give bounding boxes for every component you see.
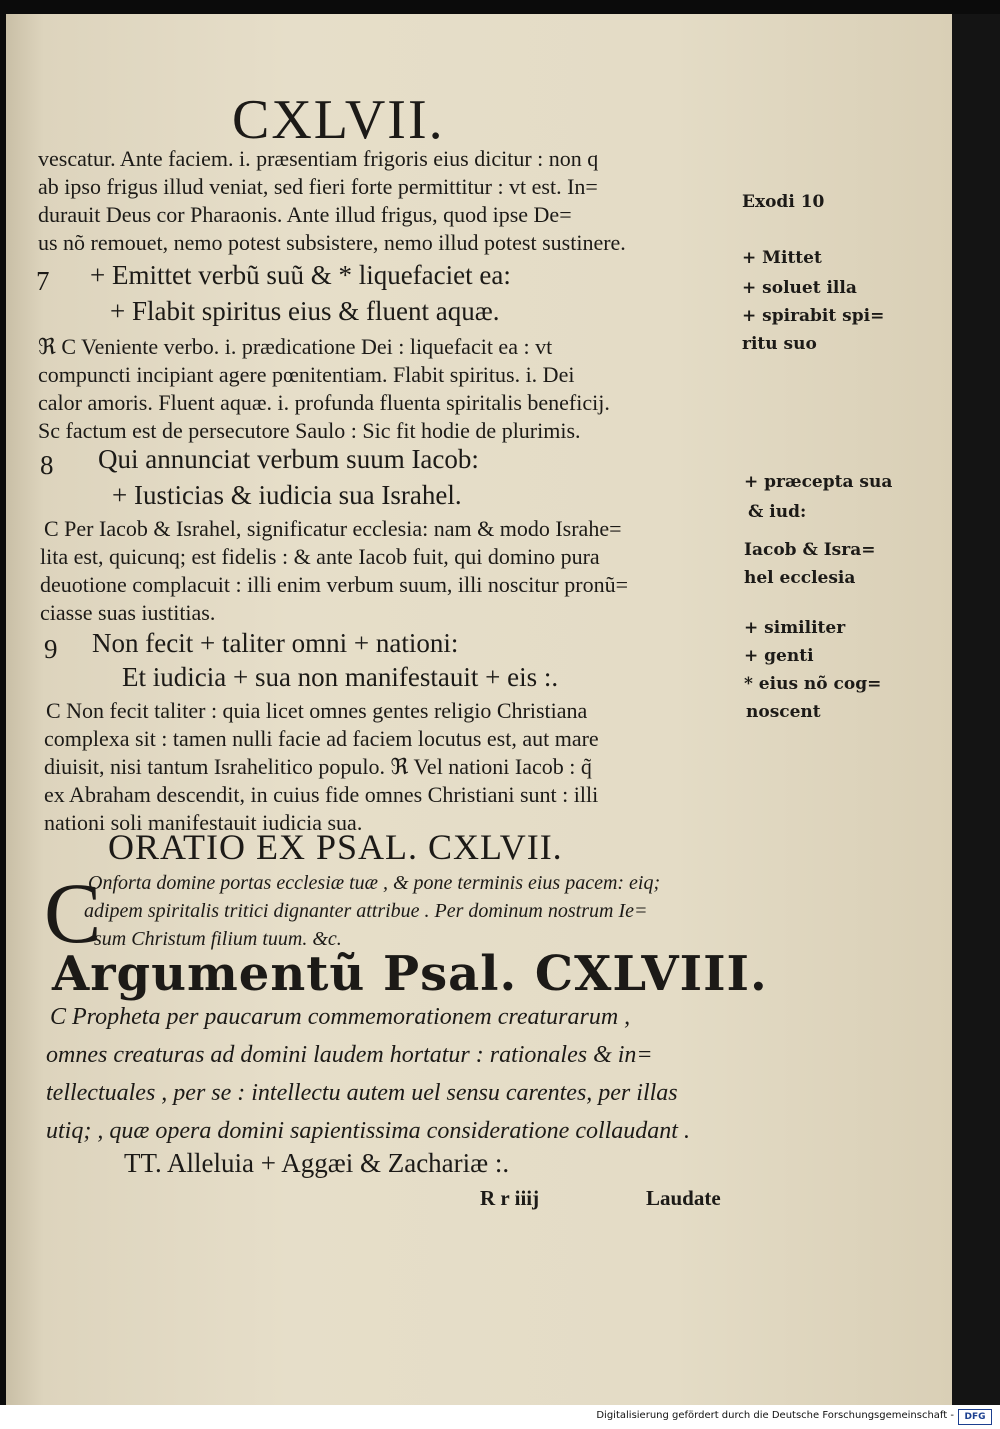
verse-number: 7 — [36, 266, 50, 296]
catchword: Laudate — [646, 1186, 721, 1210]
argument-line: utiq; , quæ opera domini sapientissima consideratione collaudant . — [46, 1118, 690, 1144]
verse-line: Qui annunciat verbum suum Iacob: — [98, 444, 479, 474]
text-line: vescatur. Ante faciem. i. præsentiam frigoris eius dicitur : non q — [38, 146, 599, 171]
margin-note: + Mittet — [742, 248, 822, 268]
commentary-line: lita est, quicunq; est fidelis : & ante Iacob fuit, qui domino pura — [40, 544, 600, 569]
margin-note: + similiter — [744, 618, 846, 638]
margin-note: + præcepta sua — [744, 472, 893, 492]
footer-bar — [0, 1405, 1000, 1429]
verse-line: Non fecit + taliter omni + nationi: — [92, 628, 459, 658]
text-line: durauit Deus cor Pharaonis. Ante illud frigus, quod ipse De= — [38, 202, 572, 227]
oration-line: adipem spiritalis tritici dignanter attribue . Per dominum nostrum Ie= — [84, 900, 648, 922]
commentary-line: calor amoris. Fluent aquæ. i. profunda fluenta spiritalis beneficij. — [38, 390, 610, 415]
margin-note: Iacob & Isra= — [744, 540, 876, 560]
argument-line: tellectuales , per se : intellectu autem uel sensu carentes, per illas — [46, 1080, 678, 1106]
argument-line: omnes creaturas ad domini laudem hortatur : rationales & in= — [46, 1042, 653, 1068]
dfg-logo: DFG — [958, 1409, 992, 1425]
commentary-line: diuisit, nisi tantum Israhelitico populo. ℜ Vel nationi Iacob : q̃ — [44, 754, 592, 779]
margin-note: + soluet illa — [742, 278, 857, 298]
oration-line: sum Christum filium tuum. &c. — [94, 928, 342, 950]
commentary-line: ex Abraham descendit, in cuius fide omnes Christiani sunt : illi — [44, 782, 599, 807]
commentary-line: nationi soli manifestauit iudicia sua. — [44, 810, 363, 835]
verse-line: Et iudicia + sua non manifestauit + eis :. — [122, 662, 559, 692]
text-line: us nõ remouet, nemo potest subsistere, nemo illud potest sustinere. — [38, 230, 626, 255]
commentary-line: C Per Iacob & Israhel, significatur ecclesia: nam & modo Israhe= — [44, 516, 622, 541]
margin-note: + genti — [744, 646, 814, 666]
commentary-line: C Non fecit taliter : quia licet omnes gentes religio Christiana — [46, 698, 588, 723]
commentary-line: compuncti incipiant agere pœnitentiam. Flabit spiritus. i. Dei — [38, 362, 575, 387]
drop-cap: C — [44, 865, 102, 961]
page-heading: CXLVII. — [232, 89, 445, 151]
footer-credit: Digitalisierung gefördert durch die Deutsche Forschungsgemeinschaft - — [596, 1410, 954, 1421]
margin-note: hel ecclesia — [744, 568, 856, 588]
text-line: ab ipso frigus illud veniat, sed fieri forte permittitur : vt est. In= — [38, 174, 598, 199]
signature-mark: R r iiij — [480, 1186, 540, 1210]
argument-title: Argumentũ Psal. CXLVIII. — [52, 946, 768, 1002]
commentary-line: deuotione complacuit : illi enim verbum suum, illi noscitur pronũ= — [40, 572, 628, 597]
verse-line: + Emittet verbũ suũ & * liquefaciet ea: — [90, 260, 511, 290]
oration-line: Onforta domine portas ecclesiæ tuæ , & pone terminis eius pacem: eiq; — [88, 872, 661, 894]
verse-line: + Flabit spiritus eius & fluent aquæ. — [110, 296, 500, 326]
oration-title: ORATIO EX PSAL. CXLVII. — [108, 827, 563, 867]
scan-edge — [952, 14, 1000, 1405]
commentary-line: ciasse suas iustitias. — [40, 600, 216, 625]
commentary-line: Sc factum est de persecutore Saulo : Sic fit hodie de plurimis. — [38, 418, 581, 443]
verse-number: 9 — [44, 634, 58, 664]
margin-note: & iud: — [748, 502, 807, 522]
margin-note: + spirabit spi= — [742, 306, 885, 326]
commentary-line: complexa sit : tamen nulli facie ad faciem locutus est, aut mare — [44, 726, 599, 751]
margin-note: ritu suo — [742, 334, 817, 354]
margin-note: Exodi 10 — [742, 192, 825, 212]
verse-number: 8 — [40, 450, 54, 480]
commentary-line: ℜ C Veniente verbo. i. prædicatione Dei : liquefacit ea : vt — [38, 334, 553, 359]
tt-line: TT. Alleluia + Aggæi & Zachariæ :. — [124, 1148, 510, 1178]
margin-note: noscent — [746, 702, 821, 722]
verse-line: + Iusticias & iudicia sua Israhel. — [112, 480, 462, 510]
argument-line: C Propheta per paucarum commemorationem creaturarum , — [50, 1004, 631, 1030]
margin-note: * eius nõ cog= — [744, 674, 882, 694]
